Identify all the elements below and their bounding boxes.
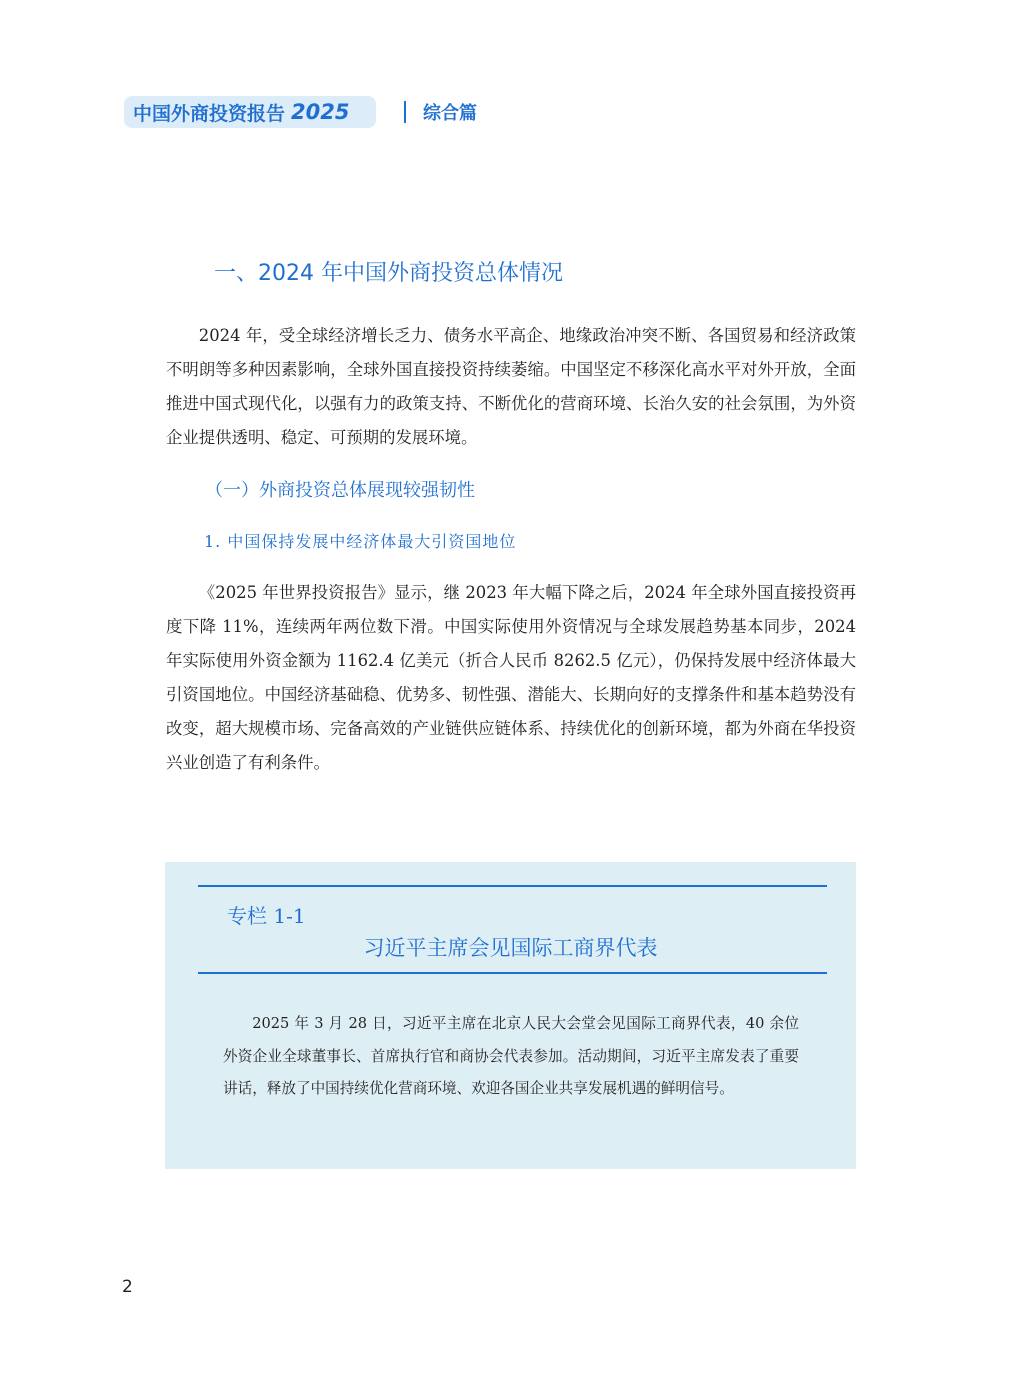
report-title-badge bbox=[124, 96, 376, 128]
column-label: 专栏 1-1 bbox=[227, 904, 306, 928]
column-box bbox=[165, 862, 856, 1169]
subsubsection-heading: 1. 中国保持发展中经济体最大引资国地位 bbox=[204, 532, 517, 551]
paragraph-intro: 2024 年，受全球经济增长乏力、债务水平高企、地缘政治冲突不断、各国贸易和经济政策不明朗等多种因素影响，全球外国直接投资持续萎缩。中国坚定不移深化高水平对外开放，全面推进中国式现代化，以强有力的政策支持、不断优化的营商环境、长治久安的社会氛围，为外资企业提供透明、稳定、可预期的发展环境。 bbox=[166, 326, 856, 447]
header-divider bbox=[404, 101, 406, 123]
page-number: 2 bbox=[122, 1277, 133, 1297]
paragraph-world-investment: 《2025 年世界投资报告》显示，继 2023 年大幅下降之后，2024 年全球外国直接投资再度下降 11%，连续两年两位数下滑。中国实际使用外资情况与全球发展趋势基本同步，2024 年实际使用外资金额为 1162.4 亿美元（折合人民币 8262.5 亿元），仍保持发展中经济体最大引资国地位。中国经济基础稳、优势多、韧性强、潜能大、长期向好的支撑条件和基本趋势没有改变，超大规模市场、完备高效的产业链供应链体系、持续优化的创新环境，都为外商在华投资兴业创造了有利条件。 bbox=[166, 583, 856, 772]
column-title: 习近平主席会见国际工商界代表 bbox=[363, 936, 658, 960]
column-top-rule bbox=[198, 885, 827, 887]
report-title: 中国外商投资报告 bbox=[133, 102, 286, 125]
subsection-heading: （一）外商投资总体展现较强韧性 bbox=[205, 480, 475, 501]
section-heading: 一、2024 年中国外商投资总体情况 bbox=[214, 261, 563, 286]
column-bottom-rule bbox=[198, 972, 827, 974]
report-year: 2025 bbox=[291, 100, 350, 124]
column-body: 2025 年 3 月 28 日，习近平主席在北京人民大会堂会见国际工商界代表，40 余位外资企业全球董事长、首席执行官和商协会代表参加。活动期间，习近平主席发表了重要讲话，释放了中国持续优化营商环境、欢迎各国企业共享发展机遇的鲜明信号。 bbox=[223, 1015, 799, 1097]
section-name: 综合篇 bbox=[423, 103, 477, 124]
